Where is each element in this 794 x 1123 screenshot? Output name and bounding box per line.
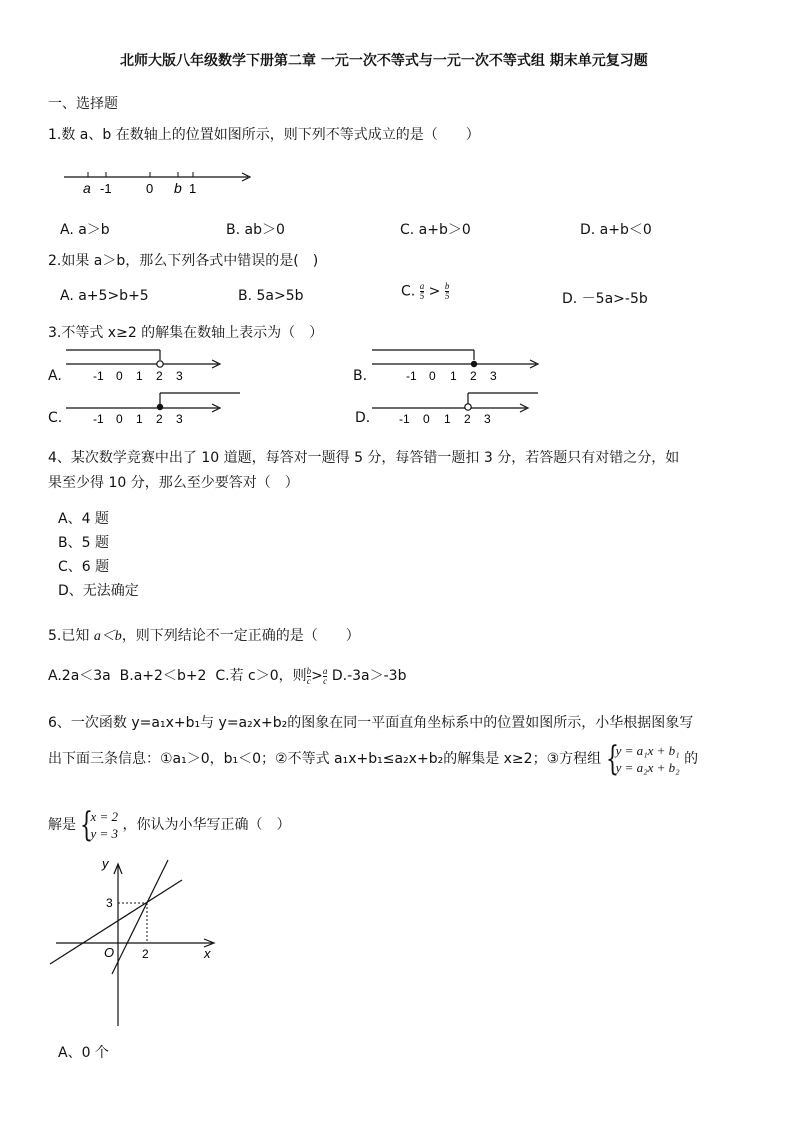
q3-tick: 0 <box>429 369 436 383</box>
q3-tick: 0 <box>116 412 123 426</box>
q3-option-b-graph[interactable] <box>368 344 540 384</box>
q5-options <box>48 665 406 686</box>
q3-option-a-label[interactable]: A. <box>48 368 62 384</box>
q2-option-b[interactable]: B. 5a>5b <box>238 288 304 304</box>
q3-tick: 0 <box>423 412 430 426</box>
q6-graph-origin: O <box>104 945 115 960</box>
q3-option-c-graph[interactable] <box>62 388 242 428</box>
q3-option-b-label[interactable]: B. <box>353 368 368 384</box>
q2-stem: 2.如果 a＞b，那么下列各式中错误的是( ) <box>48 253 319 269</box>
q6-solution-system: { x = 2 y = 3 <box>80 805 118 845</box>
section-heading: 一、选择题 <box>48 96 118 112</box>
q5-option-d[interactable]: D.-3a＞-3b <box>331 668 407 684</box>
q4-option-d[interactable]: D、无法确定 <box>58 583 139 599</box>
q2-frac-b: $\frac{b}{5}$ <box>444 281 450 301</box>
q1-number-line <box>60 163 260 197</box>
q1-option-c[interactable]: C. a+b＞0 <box>400 222 471 238</box>
q6-line3: 解是 { x = 2 y = 3 ，你认为小华写正确（ ） <box>48 805 291 845</box>
q5-frac-b-over-c: $\frac{b}{c}$ <box>306 665 312 686</box>
q5-option-b[interactable]: B.a+2＜b+2 <box>119 668 207 684</box>
q3-tick: 3 <box>176 412 183 426</box>
q3-tick: 0 <box>116 369 123 383</box>
q3-tick: 1 <box>136 412 143 426</box>
q1-stem: 1.数 a、b 在数轴上的位置如图所示，则下列不等式成立的是（ ） <box>48 127 480 143</box>
q2-option-c[interactable] <box>401 282 449 301</box>
q3-option-a-graph[interactable] <box>62 344 222 384</box>
q5-stem-math: a＜b <box>93 629 122 644</box>
q1-axis-label: -1 <box>100 181 112 196</box>
q6-graph-y-tick: 3 <box>106 896 113 910</box>
q3-option-c-label[interactable]: C. <box>48 410 63 426</box>
q3-tick: -1 <box>399 412 410 426</box>
q1-option-b[interactable]: B. ab＞0 <box>226 222 285 238</box>
q6-option-a[interactable]: A、0 个 <box>58 1045 109 1061</box>
q3-option-d-graph[interactable] <box>368 388 540 428</box>
q3-tick: 3 <box>176 369 183 383</box>
q3-tick: 3 <box>484 412 491 426</box>
q3-tick: 3 <box>490 369 497 383</box>
q2-option-a[interactable]: A. a+5>b+5 <box>60 288 149 304</box>
q3-tick: -1 <box>93 412 104 426</box>
q6-graph-y-label: y <box>102 856 109 871</box>
q3-option-d-label[interactable]: D. <box>355 410 371 426</box>
q5-option-a[interactable]: A.2a＜3a <box>48 668 111 684</box>
q3-tick: 1 <box>136 369 143 383</box>
q3-tick: 1 <box>450 369 457 383</box>
q3-tick: 2 <box>156 369 163 383</box>
q6-line1: 6、一次函数 y=a₁x+b₁与 y=a₂x+b₂的图象在同一平面直角坐标系中的位置如图所示，小华根据图象写 <box>48 715 694 731</box>
q1-axis-label: 1 <box>189 181 197 196</box>
q6-graph-x-label: x <box>204 946 211 961</box>
q2-option-d[interactable]: D. －5a>-5b <box>562 291 648 307</box>
q6-line2: 出下面三条信息：①a₁＞0，b₁＜0；②不等式 a₁x+b₁≤a₂x+b₂的解集是 x≥2；③方程组 { y = a₁x + b₁ y = a₂x + b₂ 的 <box>48 739 699 779</box>
q4-stem-line2: 果至少得 10 分，那么至少要答对（ ） <box>48 475 299 491</box>
q2-frac-a: $\frac{a}{5}$ <box>419 281 425 301</box>
q3-tick: 2 <box>464 412 471 426</box>
q1-axis-label: b <box>174 180 182 196</box>
page-title: 北师大版八年级数学下册第二章 一元一次不等式与一元一次不等式组 期末单元复习题 <box>120 53 648 69</box>
q4-stem-line1: 4、某次数学竞赛中出了 10 道题，每答对一题得 5 分，每答错一题扣 3 分，若答题只有对错之分，如 <box>48 450 680 466</box>
q4-option-c[interactable]: C、6 题 <box>58 559 110 575</box>
q6-graph <box>46 852 226 1032</box>
q1-option-a[interactable]: A. a＞b <box>60 222 110 238</box>
q4-option-a[interactable]: A、4 题 <box>58 511 109 527</box>
q3-tick: -1 <box>93 369 104 383</box>
q1-axis-label: 0 <box>146 181 154 196</box>
q1-axis-label: a <box>83 180 91 196</box>
q2-frac-op: > <box>428 283 441 300</box>
q5-stem: 5.已知 a＜b，则下列结论不一定正确的是（ ） <box>48 628 360 644</box>
q6-equation-system: { y = a₁x + b₁ y = a₂x + b₂ <box>605 739 680 779</box>
q3-tick: 2 <box>470 369 477 383</box>
q3-tick: 1 <box>444 412 451 426</box>
q3-tick: 2 <box>156 412 163 426</box>
q5-frac-a-over-c: $\frac{a}{c}$ <box>322 665 328 686</box>
q3-tick: -1 <box>406 369 417 383</box>
q6-graph-x-tick: 2 <box>142 947 149 961</box>
q2-option-c-label: C. <box>401 283 416 300</box>
q1-option-d[interactable]: D. a+b＜0 <box>580 222 652 238</box>
q4-option-b[interactable]: B、5 题 <box>58 535 109 551</box>
q3-stem: 3.不等式 x≥2 的解集在数轴上表示为（ ） <box>48 325 324 341</box>
q5-option-c[interactable]: C.若 c＞0，则 $\frac{b}{c}$ > $\frac{a}{c}$ <box>215 665 328 686</box>
